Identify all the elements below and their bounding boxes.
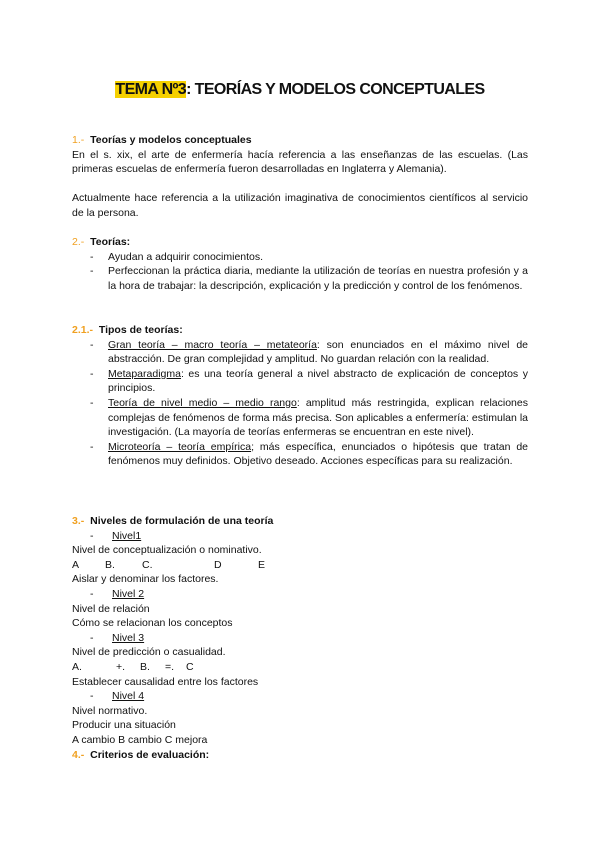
letter: C xyxy=(186,660,194,673)
section-number: 2.1.- xyxy=(72,324,94,336)
letter: A. xyxy=(72,660,82,673)
level-line: Nivel de predicción o casualidad. xyxy=(72,646,226,659)
level-line: Nivel de relación xyxy=(72,602,150,615)
list-item xyxy=(72,440,528,469)
section-1 xyxy=(72,133,528,177)
section-2-heading xyxy=(72,235,528,250)
level-line: Aislar y denominar los factores. xyxy=(72,573,219,586)
letter: D xyxy=(214,558,222,571)
dash-bullet: - xyxy=(90,440,94,453)
section-1-heading xyxy=(72,133,528,148)
letter: =. xyxy=(165,660,175,673)
dash-bullet: - xyxy=(90,631,94,644)
section-number: 4.- xyxy=(72,748,85,761)
section-4-heading xyxy=(72,748,528,763)
level-1-label-row xyxy=(72,529,528,544)
level-line: Establecer causalidad entre los factores xyxy=(72,675,259,688)
theories-list xyxy=(72,250,528,294)
dash-bullet: - xyxy=(90,690,94,703)
letter: B. xyxy=(140,660,150,673)
theory-types-list xyxy=(72,338,528,469)
list-item xyxy=(72,264,528,293)
section-title: Niveles de formulación de una teoría xyxy=(90,515,274,527)
letter: C. xyxy=(142,558,153,571)
term-description: : amplitud más restringida, explican relaciones complejas de fenómenos de forma más precisa. Son aplicables a enfermería: estimulan la investigación. (La mayoría de teorías enfermeras se encuentran en este nivel). xyxy=(108,396,528,439)
section-3 xyxy=(72,514,528,762)
letter: B. xyxy=(105,558,115,571)
level-line: Producir una situación xyxy=(72,719,176,732)
level-1-letters xyxy=(72,558,528,573)
dash-bullet: - xyxy=(90,250,94,263)
level-line: Cómo se relacionan los conceptos xyxy=(72,617,233,630)
section-1-paragraph-1: En el s. xix, el arte de enfermería hacía referencia a las enseñanzas de las escuelas. (Las primeras escuelas de enfermería fueron desarrolladas en Inglaterra y Alemania). xyxy=(72,148,528,176)
term: Gran teoría – macro teoría – metateoría xyxy=(108,338,317,351)
list-item xyxy=(72,338,528,367)
section-number: 3.- xyxy=(72,515,85,527)
section-3-heading xyxy=(72,514,528,529)
section-1-paragraph-2-block xyxy=(72,191,528,220)
dash-bullet: - xyxy=(90,396,94,409)
term-description: : es una teoría general a nivel abstracto de explicación de conceptos y principios. xyxy=(108,367,528,395)
section-2-1-heading xyxy=(72,323,528,338)
section-2 xyxy=(72,235,528,293)
section-number: 1.- xyxy=(72,134,85,146)
dash-bullet: - xyxy=(90,367,94,380)
level-label: Nivel1 xyxy=(112,529,142,542)
title-highlight: TEMA Nº3 xyxy=(115,81,187,98)
section-number: 2.- xyxy=(72,236,85,248)
term: Microteoría – teoría empírica xyxy=(108,440,252,453)
section-title: Criterios de evaluación: xyxy=(90,748,210,761)
section-title: Teorías: xyxy=(90,236,131,248)
level-3-letters xyxy=(72,660,528,675)
level-label: Nivel 4 xyxy=(112,690,145,703)
list-item-text: Perfeccionan la práctica diaria, mediante la utilización de teorías en nuestra profesión y a la hora de trabajar: la descripción, explicación y la predicción y control de los fenómenos. xyxy=(108,265,528,292)
level-line: Nivel normativo. xyxy=(72,704,148,717)
page-title xyxy=(0,80,600,100)
list-item xyxy=(72,396,528,440)
level-2-label-row xyxy=(72,587,528,602)
section-1-paragraph-2: Actualmente hace referencia a la utilización imaginativa de conocimientos científicos al servicio de la persona. xyxy=(72,192,528,219)
term: Metaparadigma xyxy=(108,367,181,380)
section-title: Teorías y modelos conceptuales xyxy=(90,134,252,146)
level-3-label-row xyxy=(72,631,528,646)
level-4-label-row xyxy=(72,689,528,704)
dash-bullet: - xyxy=(90,587,94,600)
dash-bullet: - xyxy=(90,529,94,542)
section-title: Tipos de teorías: xyxy=(98,324,183,336)
term-description: : son enunciados en el máximo nivel de abstracción. De gran complejidad y amplitud. No guardan relación con la realidad. xyxy=(108,338,528,366)
level-label: Nivel 2 xyxy=(112,587,145,600)
dash-bullet: - xyxy=(90,265,94,278)
letter: +. xyxy=(116,660,126,673)
list-item xyxy=(72,367,528,396)
letter: E xyxy=(258,558,266,571)
term: Teoría de nivel medio – medio rango xyxy=(108,396,297,409)
level-line: A cambio B cambio C mejora xyxy=(72,733,208,746)
title-rest: : TEORÍAS Y MODELOS CONCEPTUALES xyxy=(186,81,485,98)
level-label: Nivel 3 xyxy=(112,631,145,644)
section-2-1 xyxy=(72,323,528,469)
level-line: Nivel de conceptualización o nominativo. xyxy=(72,544,262,557)
list-item xyxy=(72,250,528,265)
dash-bullet: - xyxy=(90,338,94,351)
list-item-text: Ayudan a adquirir conocimientos. xyxy=(108,250,264,263)
letter: A xyxy=(72,558,80,571)
term-description: ; más específica, enunciados o hipótesis que tratan de fenómenos muy definidos. Objetivo deseado. Acciones específicas para su realización. xyxy=(108,440,529,468)
